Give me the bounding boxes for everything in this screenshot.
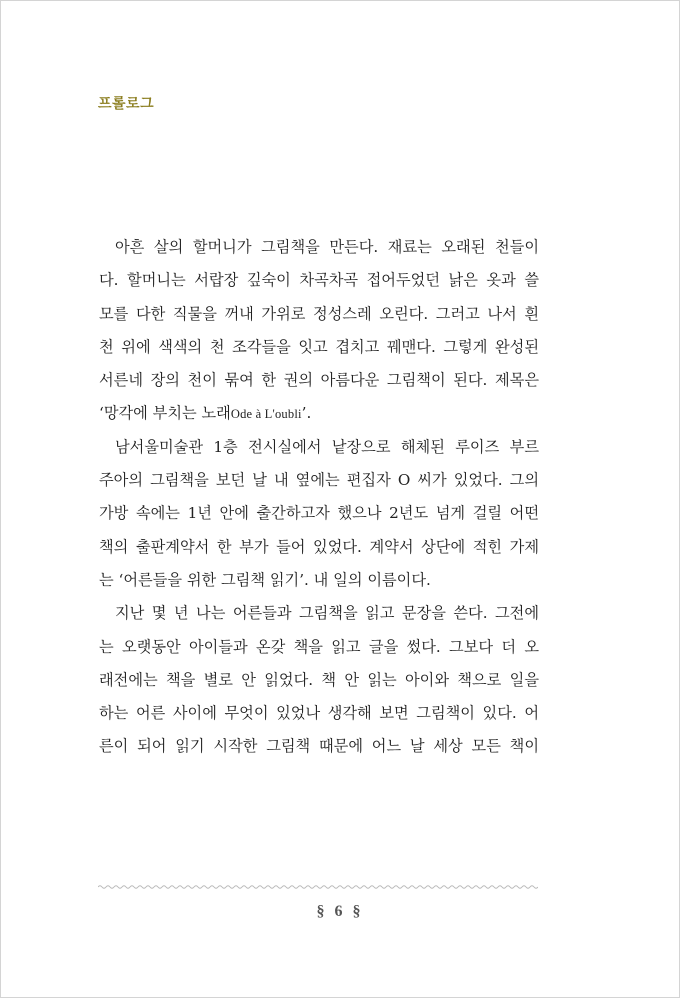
text-line: 남서울미술관 1층 전시실에서 낱장으로 해체된 루이즈 부르 [115, 437, 539, 456]
text-line: 른이 되어 읽기 시작한 그림책 때문에 어느 날 세상 모든 책이 [99, 737, 539, 756]
text-line: 천 위에 색색의 천 조각들을 잇고 겹치고 꿰맨다. 그렇게 완성된 [99, 337, 539, 356]
page-number: § 6 § [316, 903, 364, 920]
text-line: 주아의 그림책을 보던 날 내 옆에는 편집자 O 씨가 있었다. 그의 [99, 471, 539, 490]
text-line: 아흔 살의 할머니가 그림책을 만든다. 재료는 오래된 천들이 [115, 238, 539, 256]
text-line: 래전에는 책을 별로 안 읽었다. 책 안 읽는 아이와 책으로 일을 [99, 670, 539, 689]
text-line: 책의 출판계약서 한 부가 들어 있었다. 계약서 상단에 적힌 가제 [99, 537, 539, 556]
body-text [99, 231, 539, 764]
text-line: 서른네 장의 천이 묶여 한 권의 아름다운 그림책이 된다. 제목은 [99, 371, 539, 390]
book-title-original: Ode à L'oubli [230, 407, 302, 422]
text-line: 지난 몇 년 나는 어른들과 그림책을 읽고 문장을 쓴다. 그전에 [115, 604, 539, 623]
wavy-divider [98, 883, 538, 891]
text-line: 는 ‘어른들을 위한 그림책 읽기’. 내 일의 이름이다. [99, 570, 431, 589]
text-line: 가방 속에는 1년 안에 출간하고자 했으나 2년도 넘게 걸릴 어떤 [99, 504, 539, 523]
book-title-line [99, 397, 539, 430]
text-line: 모를 다한 직물을 꺼내 가위로 정성스레 오린다. 그러고 나서 흰 [99, 304, 539, 323]
text-line: 는 오랫동안 아이들과 온갖 책을 읽고 글을 썼다. 그보다 더 오 [99, 637, 539, 656]
chapter-heading: 프롤로그 [98, 96, 155, 112]
text-line: 하는 어른 사이에 무엇이 있었나 생각해 보면 그림책이 있다. 어 [99, 704, 539, 723]
text-line: 다. 할머니는 서랍장 깊숙이 차곡차곡 접어두었던 낡은 옷과 쓸 [99, 271, 539, 290]
book-title-close: ’. [301, 404, 312, 423]
book-title-korean: ‘망각에 부치는 노래 [99, 404, 231, 423]
